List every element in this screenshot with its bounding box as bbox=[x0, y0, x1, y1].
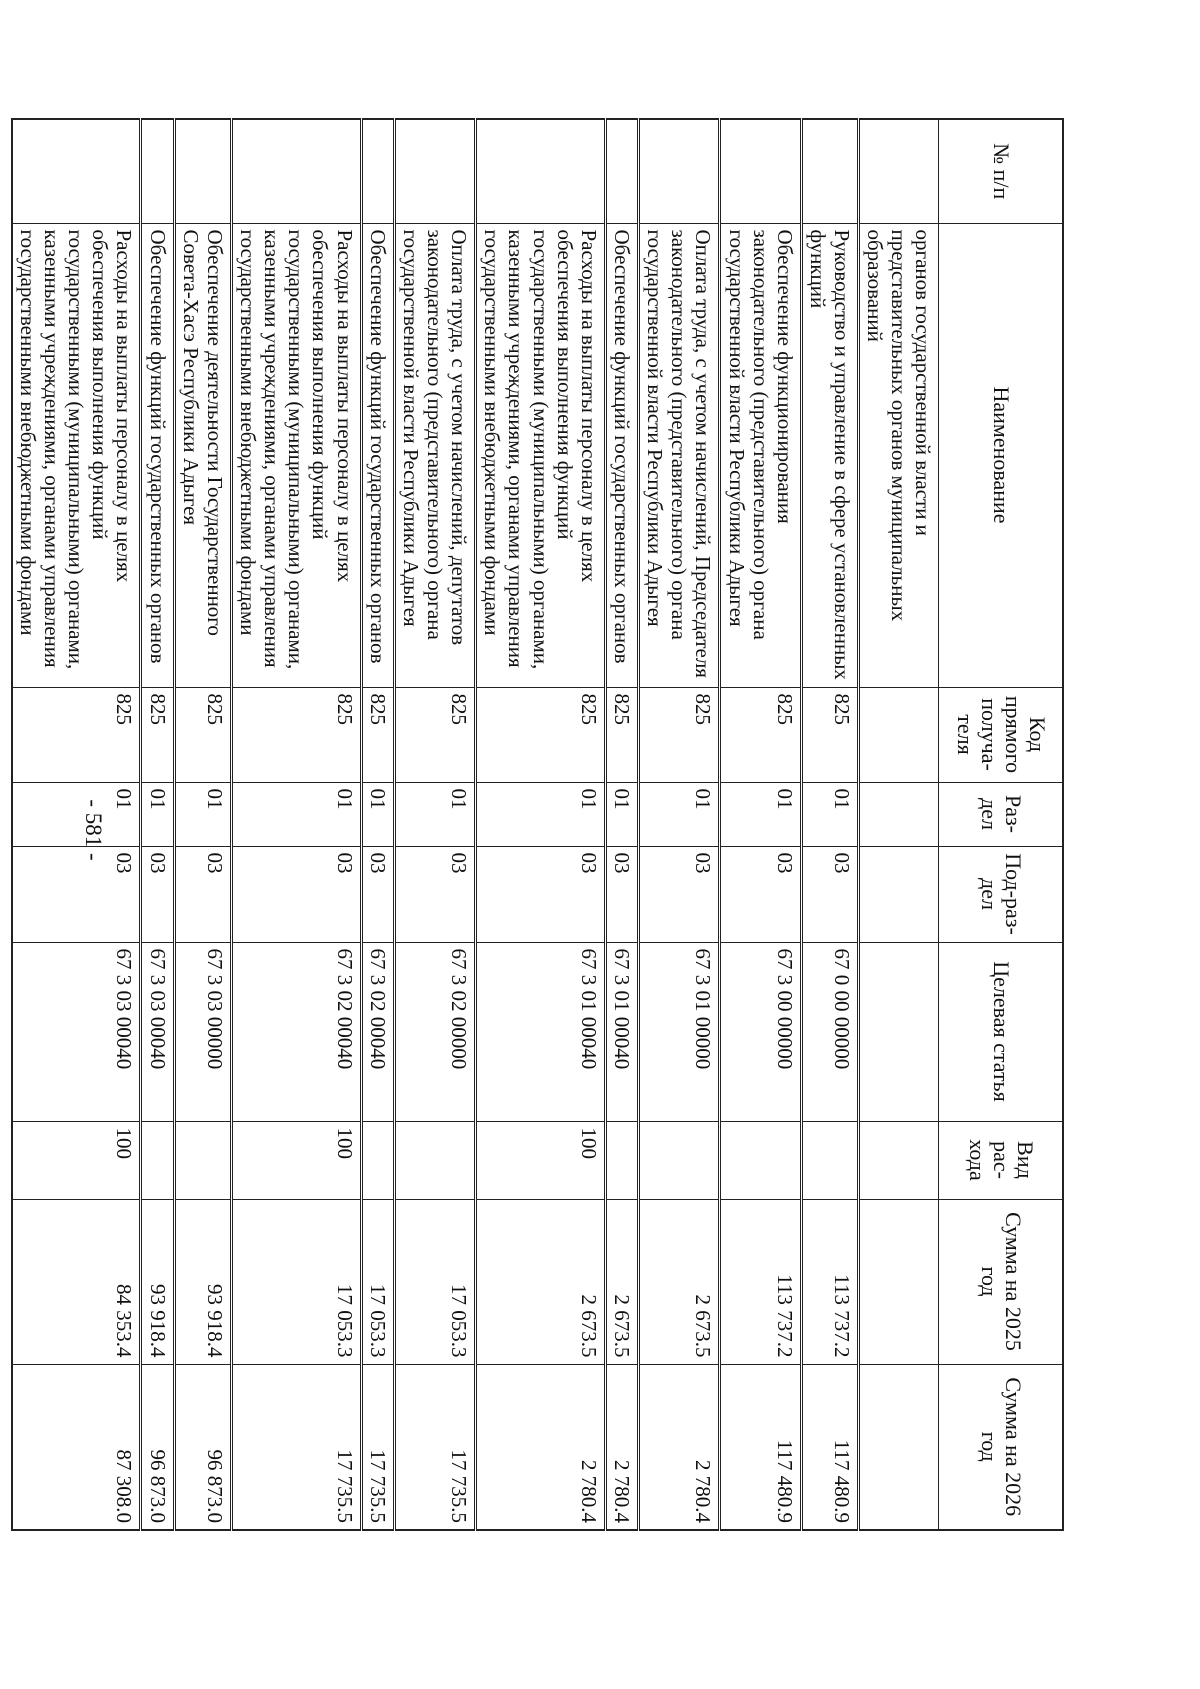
cell-razdel: 01 bbox=[231, 782, 361, 846]
cell-podrazdel: 03 bbox=[12, 846, 141, 942]
cell-sum2025: 113 737.2 bbox=[801, 1199, 858, 1364]
cell-sum2025: 17 053.3 bbox=[361, 1199, 394, 1364]
cell-name: Обеспечение функций государственных органов bbox=[605, 223, 638, 687]
table-body bbox=[12, 119, 939, 1530]
cell-podrazdel: 03 bbox=[231, 846, 361, 942]
cell-podrazdel: 03 bbox=[394, 846, 475, 942]
cell-name: Расходы на выплаты персоналу в целях обеспечения выполнения функций государственными (муниципальными) органами, казенными учреждениями, органами управления государственными внебюджетными фондами bbox=[231, 223, 361, 687]
cell-podrazdel: 03 bbox=[361, 846, 394, 942]
cell-podrazdel: 03 bbox=[638, 846, 719, 942]
header-name: Наименование bbox=[939, 223, 1063, 687]
cell-num bbox=[174, 119, 231, 223]
cell-num bbox=[859, 119, 939, 223]
cell-target: 67 3 01 00040 bbox=[476, 942, 606, 1121]
cell-sum2025: 17 053.3 bbox=[231, 1199, 361, 1364]
table-row bbox=[361, 119, 394, 1530]
cell-vid bbox=[394, 1121, 475, 1199]
cell-name: Обеспечение функций государственных органов bbox=[141, 223, 174, 687]
cell-code: 825 bbox=[174, 687, 231, 782]
cell-vid bbox=[605, 1121, 638, 1199]
table-row bbox=[12, 119, 141, 1530]
cell-num bbox=[638, 119, 719, 223]
cell-target: 67 3 03 00040 bbox=[141, 942, 174, 1121]
table-row bbox=[720, 119, 801, 1530]
cell-razdel bbox=[859, 782, 939, 846]
cell-sum2026: 17 735.5 bbox=[361, 1364, 394, 1530]
header-vid: Вид рас-хода bbox=[939, 1121, 1063, 1199]
cell-code: 825 bbox=[12, 687, 141, 782]
cell-name: Расходы на выплаты персоналу в целях обеспечения выполнения функций государственными (муниципальными) органами, казенными учреждениями, органами управления государственными внебюджетными фондами bbox=[476, 223, 606, 687]
cell-sum2026: 2 780.4 bbox=[638, 1364, 719, 1530]
cell-sum2026: 96 873.0 bbox=[174, 1364, 231, 1530]
cell-sum2025: 113 737.2 bbox=[720, 1199, 801, 1364]
cell-code: 825 bbox=[476, 687, 606, 782]
cell-podrazdel: 03 bbox=[174, 846, 231, 942]
cell-sum2025: 17 053.3 bbox=[394, 1199, 475, 1364]
cell-num bbox=[361, 119, 394, 223]
budget-table bbox=[11, 118, 1064, 1531]
cell-podrazdel: 03 bbox=[801, 846, 858, 942]
cell-target: 67 3 00 00000 bbox=[720, 942, 801, 1121]
table-row bbox=[394, 119, 475, 1530]
cell-sum2026: 87 308.0 bbox=[12, 1364, 141, 1530]
cell-podrazdel: 03 bbox=[141, 846, 174, 942]
cell-num bbox=[605, 119, 638, 223]
header-razdel: Раз-дел bbox=[939, 782, 1063, 846]
header-sum2026: Сумма на 2026 год bbox=[939, 1364, 1063, 1530]
cell-sum2026: 96 873.0 bbox=[141, 1364, 174, 1530]
cell-name: Оплата труда, с учетом начислений, Председателя законодательного (представительного) органа государственной власти Республики Адыгея bbox=[638, 223, 719, 687]
cell-num bbox=[394, 119, 475, 223]
cell-razdel: 01 bbox=[801, 782, 858, 846]
cell-razdel: 01 bbox=[394, 782, 475, 846]
cell-sum2025: 93 918.4 bbox=[174, 1199, 231, 1364]
cell-razdel: 01 bbox=[361, 782, 394, 846]
cell-podrazdel: 03 bbox=[605, 846, 638, 942]
cell-code: 825 bbox=[231, 687, 361, 782]
cell-name: Руководство и управление в сфере установленных функций bbox=[801, 223, 858, 687]
cell-name: Обеспечение функций государственных органов bbox=[361, 223, 394, 687]
cell-sum2026: 2 780.4 bbox=[605, 1364, 638, 1530]
cell-sum2025: 93 918.4 bbox=[141, 1199, 174, 1364]
table-row bbox=[174, 119, 231, 1530]
cell-target: 67 0 00 00000 bbox=[801, 942, 858, 1121]
cell-sum2025: 2 673.5 bbox=[605, 1199, 638, 1364]
cell-vid bbox=[801, 1121, 858, 1199]
cell-sum2025: 2 673.5 bbox=[476, 1199, 606, 1364]
table-row bbox=[605, 119, 638, 1530]
cell-razdel: 01 bbox=[720, 782, 801, 846]
cell-razdel: 01 bbox=[476, 782, 606, 846]
cell-sum2025: 2 673.5 bbox=[638, 1199, 719, 1364]
cell-target: 67 3 02 00040 bbox=[231, 942, 361, 1121]
cell-podrazdel: 03 bbox=[720, 846, 801, 942]
cell-name: Оплата труда, с учетом начислений, депутатов законодательного (представительного) органа государственной власти Республики Адыгея bbox=[394, 223, 475, 687]
cell-name: Обеспечение деятельности Государственного Совета-Хасэ Республики Адыгея bbox=[174, 223, 231, 687]
cell-target: 67 3 03 00000 bbox=[174, 942, 231, 1121]
cell-vid bbox=[720, 1121, 801, 1199]
cell-podrazdel bbox=[859, 846, 939, 942]
cell-num bbox=[801, 119, 858, 223]
cell-sum2026: 117 480.9 bbox=[720, 1364, 801, 1530]
cell-sum2026: 2 780.4 bbox=[476, 1364, 606, 1530]
cell-sum2026: 17 735.5 bbox=[231, 1364, 361, 1530]
cell-target: 67 3 02 00040 bbox=[361, 942, 394, 1121]
table-row bbox=[141, 119, 174, 1530]
cell-vid bbox=[638, 1121, 719, 1199]
cell-sum2026 bbox=[859, 1364, 939, 1530]
cell-razdel: 01 bbox=[605, 782, 638, 846]
cell-code: 825 bbox=[361, 687, 394, 782]
cell-code: 825 bbox=[605, 687, 638, 782]
cell-vid bbox=[174, 1121, 231, 1199]
cell-target: 67 3 02 00000 bbox=[394, 942, 475, 1121]
cell-code: 825 bbox=[141, 687, 174, 782]
cell-podrazdel: 03 bbox=[476, 846, 606, 942]
cell-vid bbox=[361, 1121, 394, 1199]
table-row bbox=[476, 119, 606, 1530]
table-row bbox=[859, 119, 939, 1530]
cell-vid: 100 bbox=[12, 1121, 141, 1199]
header-target: Целевая статья bbox=[939, 942, 1063, 1121]
cell-target: 67 3 03 00040 bbox=[12, 942, 141, 1121]
table-row bbox=[801, 119, 858, 1530]
cell-code: 825 bbox=[394, 687, 475, 782]
cell-num bbox=[141, 119, 174, 223]
cell-sum2025 bbox=[859, 1199, 939, 1364]
cell-name: Расходы на выплаты персоналу в целях обеспечения выполнения функций государственными (муниципальными) органами, казенными учреждениями, органами управления государственными внебюджетными фондами bbox=[12, 223, 141, 687]
cell-sum2026: 117 480.9 bbox=[801, 1364, 858, 1530]
cell-num bbox=[720, 119, 801, 223]
cell-vid: 100 bbox=[476, 1121, 606, 1199]
table-header-row bbox=[939, 119, 1063, 1530]
header-num: № п/п bbox=[939, 119, 1063, 223]
header-code: Код прямого получа-теля bbox=[939, 687, 1063, 782]
cell-vid bbox=[859, 1121, 939, 1199]
cell-razdel: 01 bbox=[12, 782, 141, 846]
cell-razdel: 01 bbox=[141, 782, 174, 846]
cell-name: Обеспечение функционирования законодательного (представительного) органа государственной власти Республики Адыгея bbox=[720, 223, 801, 687]
cell-target: 67 3 01 00000 bbox=[638, 942, 719, 1121]
page-number: - 581 - bbox=[81, 799, 106, 861]
table-row bbox=[231, 119, 361, 1530]
cell-target: 67 3 01 00040 bbox=[605, 942, 638, 1121]
cell-code: 825 bbox=[720, 687, 801, 782]
cell-code bbox=[859, 687, 939, 782]
cell-vid bbox=[141, 1121, 174, 1199]
cell-num bbox=[231, 119, 361, 223]
header-sum2025: Сумма на 2025 год bbox=[939, 1199, 1063, 1364]
table-row bbox=[638, 119, 719, 1530]
cell-sum2025: 84 353.4 bbox=[12, 1199, 141, 1364]
cell-code: 825 bbox=[638, 687, 719, 782]
cell-razdel: 01 bbox=[638, 782, 719, 846]
cell-razdel: 01 bbox=[174, 782, 231, 846]
cell-sum2026: 17 735.5 bbox=[394, 1364, 475, 1530]
cell-target bbox=[859, 942, 939, 1121]
cell-vid: 100 bbox=[231, 1121, 361, 1199]
cell-num bbox=[12, 119, 141, 223]
header-podrazdel: Под-раз-дел bbox=[939, 846, 1063, 942]
cell-name: органов государственной власти и представительных органов муниципальных образований bbox=[859, 223, 939, 687]
cell-num bbox=[476, 119, 606, 223]
cell-code: 825 bbox=[801, 687, 858, 782]
